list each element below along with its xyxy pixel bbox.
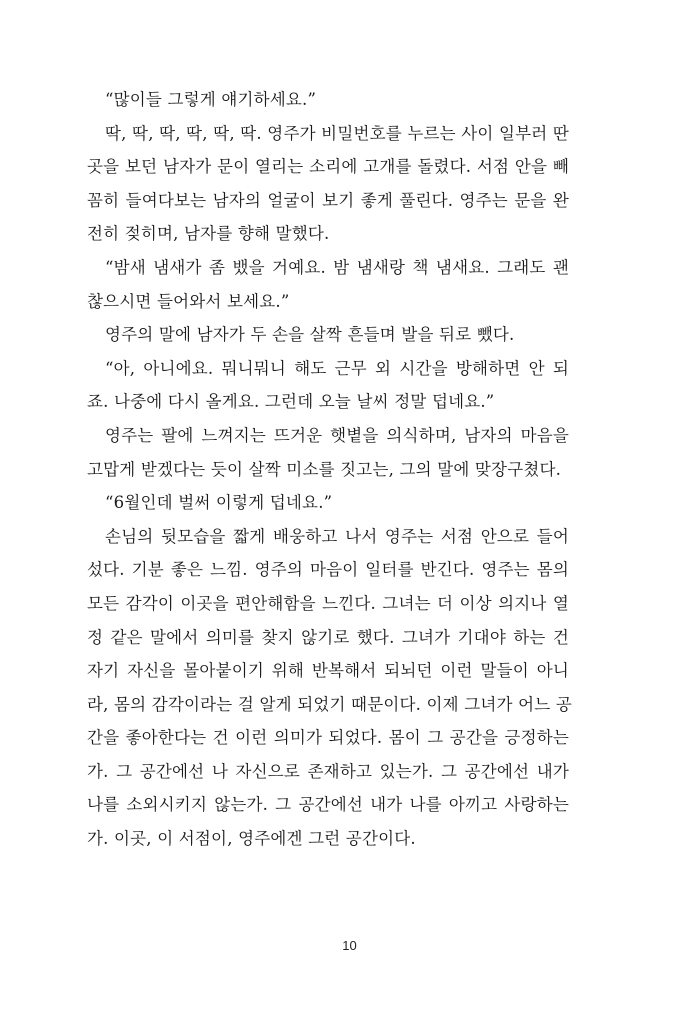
text-line: 섰다. 기분 좋은 느낌. 영주의 마음이 일터를 반긴다. 영주는 몸의 <box>87 560 569 580</box>
body-text <box>87 83 572 856</box>
text-line: 영주의 말에 남자가 두 손을 살짝 흔들며 발을 뒤로 뺐다. <box>105 325 515 345</box>
text-line: “6월인데 벌써 이렇게 덥네요.” <box>105 493 333 513</box>
text-line: 곳을 보던 남자가 문이 열리는 소리에 고개를 돌렸다. 서점 안을 빼 <box>87 157 569 177</box>
text-line: 꼼히 들여다보는 남자의 얼굴이 보기 좋게 풀린다. 영주는 문을 완 <box>87 190 569 210</box>
text-line: “많이들 그렇게 얘기하세요.” <box>105 90 317 109</box>
text-line: 손님의 뒷모습을 짧게 배웅하고 나서 영주는 서점 안으로 들어 <box>105 526 569 546</box>
text-line: “아, 아니에요. 뭐니뭐니 해도 근무 외 시간을 방해하면 안 되 <box>105 358 569 378</box>
page-number: 10 <box>342 938 357 953</box>
text-line: 딱, 딱, 딱, 딱, 딱, 딱. 영주가 비밀번호를 누르는 사이 일부러 딴 <box>105 123 569 143</box>
text-line: “밤새 냄새가 좀 뱄을 거예요. 밤 냄새랑 책 냄새요. 그래도 괜 <box>105 257 569 277</box>
text-line: 찮으시면 들어와서 보세요.” <box>87 291 290 311</box>
text-line: 고맙게 받겠다는 듯이 살짝 미소를 짓고는, 그의 말에 맞장구쳤다. <box>87 459 562 479</box>
text-line: 죠. 나중에 다시 올게요. 그런데 오늘 날씨 정말 덥네요.” <box>87 392 495 412</box>
text-line: 정 같은 말에서 의미를 찾지 않기로 했다. 그녀가 기대야 하는 건 <box>87 627 569 647</box>
text-line: 자기 자신을 몰아붙이기 위해 반복해서 되뇌던 이런 말들이 아니 <box>87 661 569 681</box>
text-line: 모든 감각이 이곳을 편안해함을 느낀다. 그녀는 더 이상 의지나 열 <box>87 593 569 613</box>
text-line: 간을 좋아한다는 건 이런 의미가 되었다. 몸이 그 공간을 긍정하는 <box>87 728 569 748</box>
text-line: 가. 이곳, 이 서점이, 영주에겐 그런 공간이다. <box>87 829 416 849</box>
text-line: 가. 그 공간에선 나 자신으로 존재하고 있는가. 그 공간에선 내가 <box>87 761 569 781</box>
text-line: 영주는 팔에 느껴지는 뜨거운 햇볕을 의식하며, 남자의 마음을 <box>105 425 569 445</box>
text-line: 전히 젖히며, 남자를 향해 말했다. <box>87 224 330 244</box>
text-line: 라, 몸의 감각이라는 걸 알게 되었기 때문이다. 이제 그녀가 어느 공 <box>87 694 572 714</box>
text-line: 나를 소외시키지 않는가. 그 공간에선 내가 나를 아끼고 사랑하는 <box>87 795 569 815</box>
